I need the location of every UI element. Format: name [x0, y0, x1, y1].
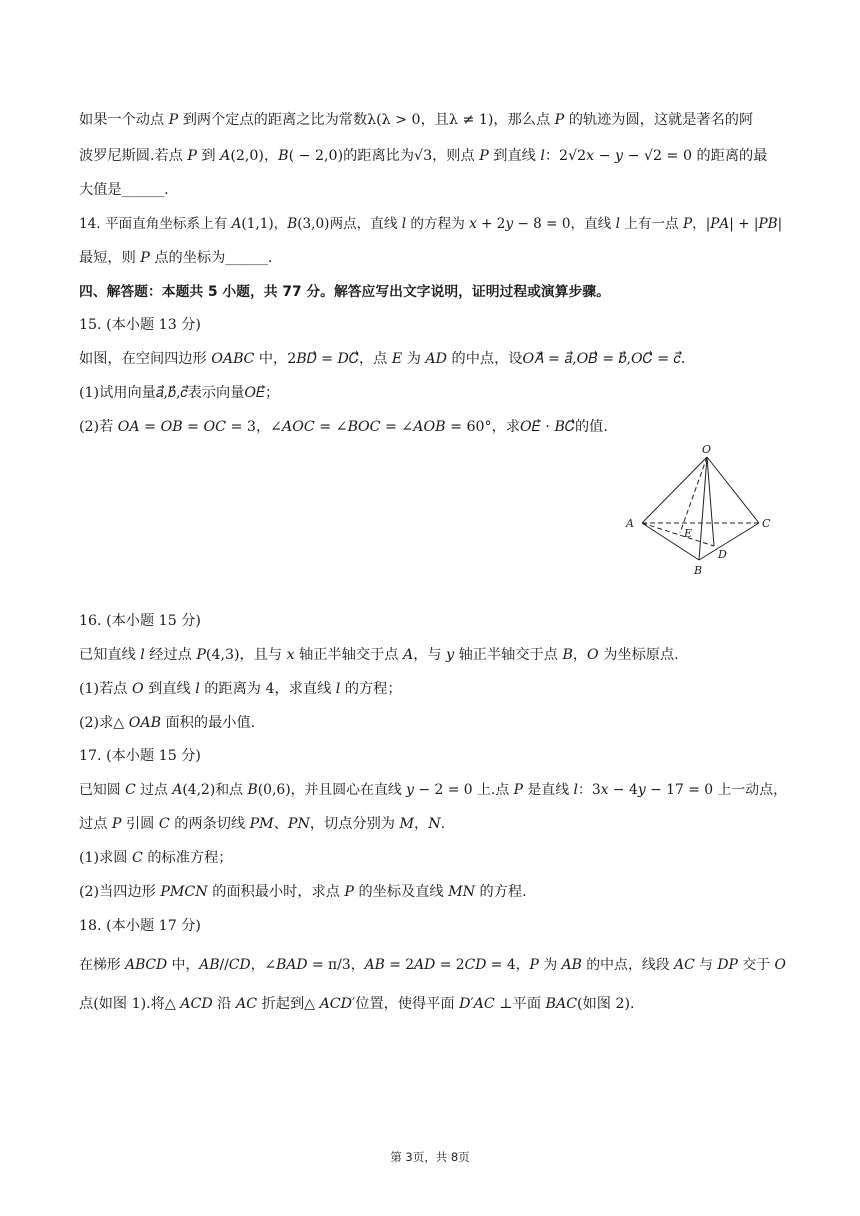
q14-text-line-2: 最短，则 𝑃 点的坐标为______. [79, 250, 273, 266]
q14-text-line-1: 14. 平面直角坐标系上有 𝐴(1,1)，𝐵(3,0)两点，直线 𝑙 的方程为 𝑥 + 2𝑦 − 8 = 0，直线 𝑙 上有一点 𝑃，|𝑃𝐴| + |𝑃𝐵| [79, 216, 783, 232]
edge-OB [699, 457, 707, 560]
label-O: O [702, 443, 712, 456]
q15-part-1: (1)试用向量𝑎⃗,𝑏⃗,𝑐⃗表示向量𝑂𝐸⃗； [79, 385, 280, 401]
q13-text-line-2: 波罗尼斯圆.若点 𝑃 到 𝐴(2,0)，𝐵( − 2,0)的距离比为√3，则点 𝑃 到直线 𝑙：2√2𝑥 − 𝑦 − √2 = 0 的距离的最 [79, 148, 768, 164]
label-C: C [762, 517, 771, 530]
q15-header: 15. (本小题 13 分) [79, 317, 201, 333]
edge-OC [707, 457, 759, 523]
q13-text-line-3: 大值是______. [79, 182, 169, 198]
q16-part-1: (1)若点 𝑂 到直线 𝑙 的距离为 4，求直线 𝑙 的方程； [79, 681, 402, 697]
q17-stem-line-2: 过点 𝑃 引圆 𝐶 的两条切线 𝑃𝑀、𝑃𝑁，切点分别为 𝑀，𝑁. [79, 816, 446, 832]
edge-BC [699, 523, 759, 560]
edge-AD [642, 523, 714, 546]
label-D: D [718, 548, 727, 561]
label-E: E [684, 527, 693, 540]
label-B: B [694, 564, 703, 577]
q15-part-2: (2)若 𝑂𝐴 = 𝑂𝐵 = 𝑂𝐶 = 3，∠𝐴𝑂𝐶 = ∠𝐵𝑂𝐶 = ∠𝐴𝑂𝐵 = 60°，求𝑂𝐸⃗ ⋅ 𝐵𝐶⃗的值. [79, 419, 608, 435]
q18-header: 18. (本小题 17 分) [79, 918, 201, 934]
edge-OE [680, 457, 707, 533]
q17-part-1: (1)求圆 𝐶 的标准方程； [79, 850, 233, 866]
q16-stem: 已知直线 𝑙 经过点 𝑃(4,3)，且与 𝑥 轴正半轴交于点 𝐴，与 𝑦 轴正半轴交于点 𝐵，𝑂 为坐标原点. [79, 647, 679, 663]
label-A: A [626, 517, 634, 530]
tetrahedron-figure [618, 437, 778, 579]
section-heading: 四、解答题：本题共 5 小题，共 77 分。解答应写出文字说明，证明过程或演算步骤。 [79, 284, 610, 300]
q15-stem: 如图，在空间四边形 𝑂𝐴𝐵𝐶 中，2𝐵𝐷⃗ = 𝐷𝐶⃗，点 𝐸 为 𝐴𝐷 的中点，设𝑂𝐴⃗ = 𝑎⃗,𝑂𝐵⃗ = 𝑏⃗,𝑂𝐶⃗ = 𝑐⃗. [79, 351, 686, 367]
q16-header: 16. (本小题 15 分) [79, 613, 201, 629]
q18-stem-line-2: 点(如图 1).将△ 𝐴𝐶𝐷 沿 𝐴𝐶 折起到△ 𝐴𝐶𝐷′位置，使得平面 𝐷′𝐴𝐶 ⊥平面 𝐵𝐴𝐶(如图 2). [79, 996, 635, 1012]
q17-stem-line-1: 已知圆 𝐶 过点 𝐴(4,2)和点 𝐵(0,6)，并且圆心在直线 𝑦 − 2 = 0 上.点 𝑃 是直线 𝑙：3𝑥 − 4𝑦 − 17 = 0 上一动点， [79, 782, 787, 798]
q17-part-2: (2)当四边形 𝑃𝑀𝐶𝑁 的面积最小时，求点 𝑃 的坐标及直线 𝑀𝑁 的方程. [79, 884, 527, 900]
page-footer: 第 3页，共 8页 [390, 1150, 470, 1164]
q18-stem-line-1: 在梯形 𝐴𝐵𝐶𝐷 中，𝐴𝐵//𝐶𝐷，∠𝐵𝐴𝐷 = π/3，𝐴𝐵 = 2𝐴𝐷 = 2𝐶𝐷 = 4，𝑃 为 𝐴𝐵 的中点，线段 𝐴𝐶 与 𝐷𝑃 交于 𝑂 [79, 957, 786, 973]
edge-OD [707, 457, 714, 546]
edge-OA [642, 457, 707, 523]
q16-part-2: (2)求△ 𝑂𝐴𝐵 面积的最小值. [79, 715, 256, 731]
q17-header: 17. (本小题 15 分) [79, 748, 201, 764]
q13-text-line-1: 如果一个动点 𝑃 到两个定点的距离之比为常数λ(λ > 0，且λ ≠ 1)，那么点 𝑃 的轨迹为圆，这就是著名的阿 [79, 112, 754, 128]
